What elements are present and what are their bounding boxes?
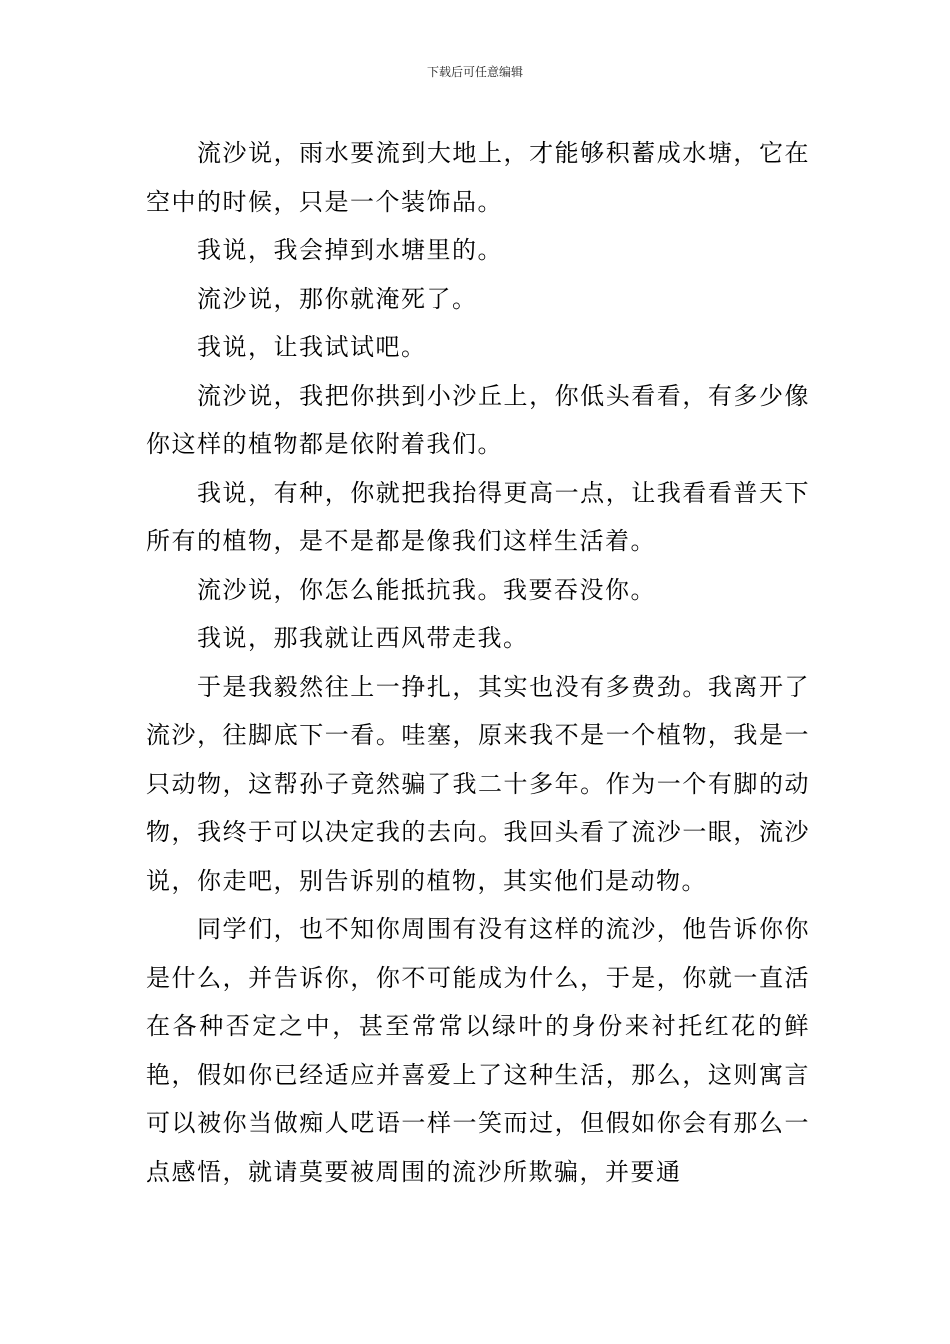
paragraph-3: 流沙说，那你就淹死了。: [197, 284, 478, 313]
paragraph-5: 流沙说，我把你拱到小沙丘上，你低头看看，有多少像你这样的植物都是依附着我们。: [146, 381, 810, 458]
paragraph-2: 我说，我会掉到水塘里的。: [197, 236, 503, 264]
paragraph-6: 我说，有种，你就把我抬得更高一点，让我看看普天下所有的植物，是不是都是像我们这样生活着。: [146, 478, 810, 555]
paragraph-4: 我说，让我试试吧。: [197, 333, 427, 361]
paragraph-8: 我说，那我就让西风带走我。: [197, 624, 529, 652]
paragraph-1: 流沙说，雨水要流到大地上，才能够积蓄成水塘，它在空中的时候，只是一个装饰品。: [146, 139, 810, 216]
paragraph-10: 同学们，也不知你周围有没有这样的流沙，他告诉你你是什么，并告诉你，你不可能成为什么，于是，你就一直活在各种否定之中，甚至常常以绿叶的身份来衬托红花的鲜艳，假如你已经适应并喜爱上了这种生活，那么，这则寓言可以被你当做痴人呓语一样一笑而过，但假如你会有那么一点感悟，就请莫要被周围的流沙所欺骗，并要通: [146, 915, 810, 1186]
paragraph-9: 于是我毅然往上一挣扎，其实也没有多费劲。我离开了流沙，往脚底下一看。哇塞，原来我不是一个植物，我是一只动物，这帮孙子竟然骗了我二十多年。作为一个有脚的动物，我终于可以决定我的去向。我回头看了流沙一眼，流沙说，你走吧，别告诉别的植物，其实他们是动物。: [146, 672, 810, 895]
paragraph-7: 流沙说，你怎么能抵抗我。我要吞没你。: [197, 575, 656, 604]
document-body: [146, 129, 810, 1196]
page-header: 下载后可任意编辑: [426, 65, 523, 79]
